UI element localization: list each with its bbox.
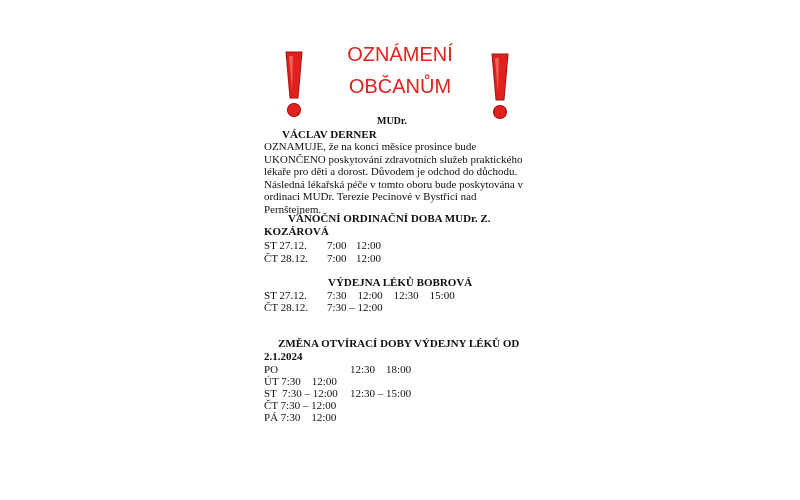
xmas-heading: VÁNOČNÍ ORDINAČNÍ DOBA MUDr. Z.	[288, 213, 491, 225]
exclamation-icon	[475, 52, 525, 122]
xmas-day: ČT 28.12.	[264, 253, 309, 265]
doctor-name: VÁCLAV DERNER	[282, 129, 377, 141]
pharmacy-heading: VÝDEJNA LÉKŮ BOBROVÁ	[328, 277, 473, 289]
exclamation-icon	[269, 50, 319, 120]
xmas-from: 7:00	[327, 253, 347, 265]
pharmacy-day: ČT 28.12.	[264, 302, 309, 314]
xmas-day: ST 27.12.	[264, 240, 307, 252]
change-day: PÁ 7:30 12:00	[264, 412, 337, 424]
change-day: ÚT 7:30 12:00	[264, 376, 337, 388]
change-afternoon: 12:30 18:00	[350, 364, 412, 376]
xmas-to: 12:00	[356, 253, 382, 265]
pharmacy-hours: 7:30 – 12:00	[327, 302, 383, 314]
xmas-to: 12:00	[356, 240, 382, 252]
pharmacy-hours: 7:30 12:00 12:30 15:00	[327, 290, 455, 302]
xmas-heading-2: KOZÁROVÁ	[264, 226, 329, 238]
notice-title-line1: OZNÁMENÍ	[347, 44, 453, 66]
pharmacy-day: ST 27.12.	[264, 290, 307, 302]
xmas-from: 7:00	[327, 240, 347, 252]
doctor-announcement: OZNAMUJE, že na konci měsíce prosince bude UKONČENO poskytování zdravotních služeb praktického lékaře pro děti a dorost. Důvodem je odchod do důchodu. Následná lékařská péče v tomto oboru bude poskytována v ordinaci MUDr. Terezie Pecinové v Bystřici nad Pernštejnem.	[264, 141, 524, 216]
doctor-title: MUDr.	[377, 116, 407, 127]
change-heading: ZMĚNA OTVÍRACÍ DOBY VÝDEJNY LÉKŮ OD	[278, 338, 520, 350]
change-day: PO	[264, 364, 279, 376]
notice-title-line2: OBČANŮM	[348, 76, 452, 98]
change-date: 2.1.2024	[264, 351, 303, 363]
change-day: ST 7:30 – 12:00	[264, 388, 338, 400]
change-day: ČT 7:30 – 12:00	[264, 400, 337, 412]
change-afternoon: 12:30 – 15:00	[350, 388, 412, 400]
